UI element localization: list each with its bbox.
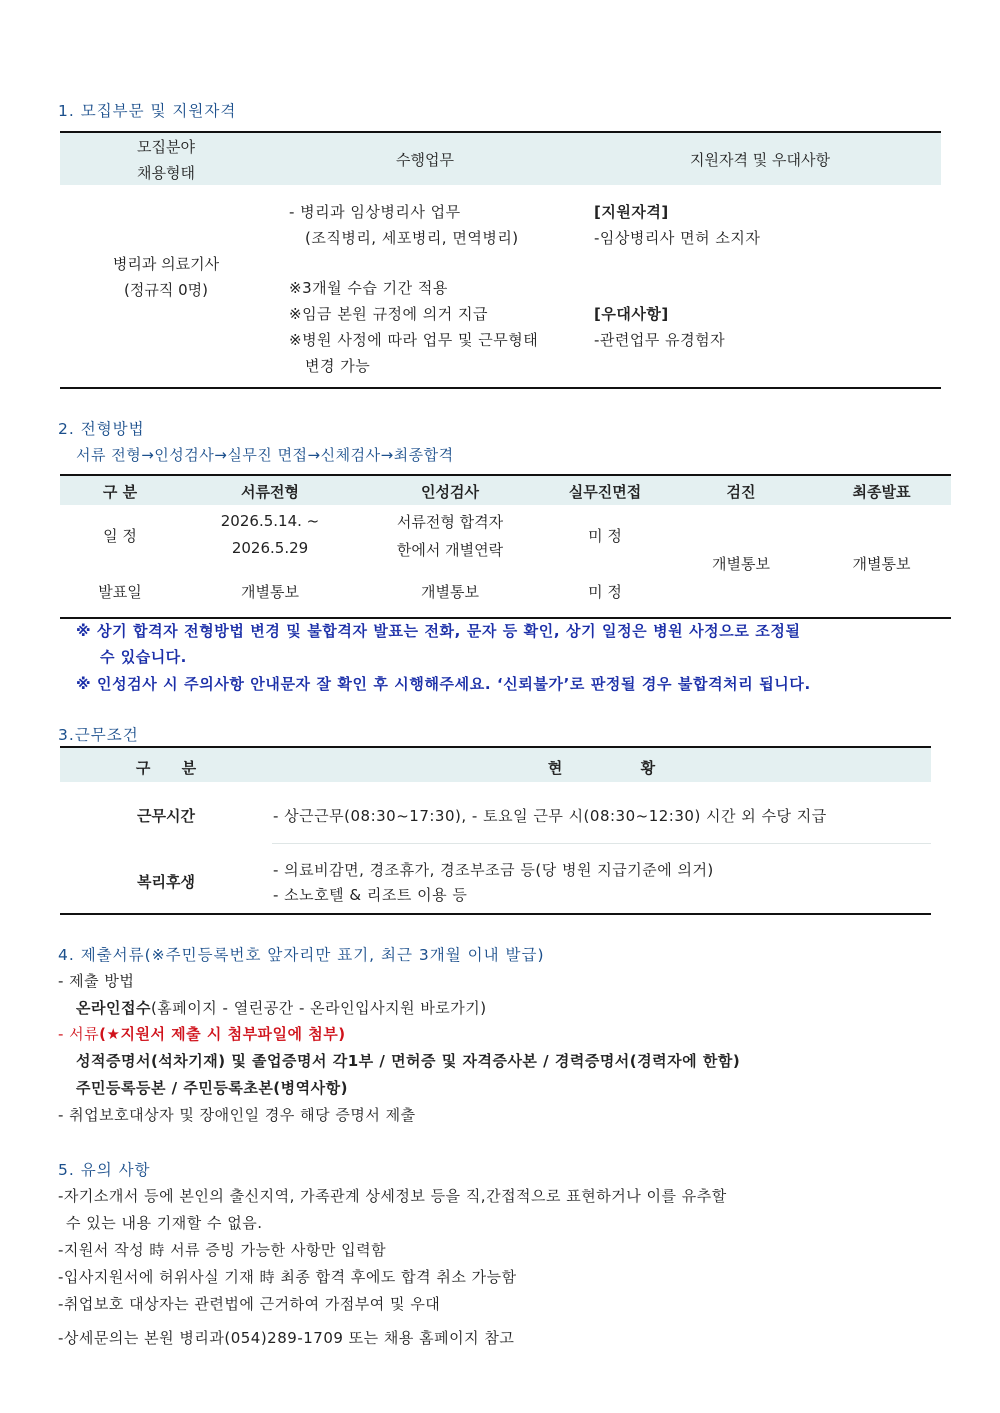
caution-line-1: -자기소개서 등에 본인의 출신지역, 가족관계 상세정보 등을 직,간접적으로 표현하거나 이를 유추할 — [58, 1187, 727, 1205]
schedule-document-line1: 2026.5.14. ~ — [220, 512, 320, 530]
benefits-line1: - 의료비감면, 경조휴가, 경조부조금 등(당 병원 지급기준에 의거) — [273, 861, 714, 879]
duty-line-2: (조직병리, 세포병리, 면역병리) — [305, 229, 519, 247]
preference-item: -관련업무 유경험자 — [594, 331, 726, 349]
duty-line-3: ※3개월 수습 기간 적용 — [289, 279, 448, 297]
table3-header-category: 구 분 — [135, 759, 197, 777]
documents-attach-note: (★지원서 제출 시 첨부파일에 첨부) — [99, 1025, 346, 1043]
documents-label: - 서류 — [58, 1025, 100, 1043]
section-1-title: 1. 모집부문 및 지원자격 — [58, 102, 237, 120]
table1-bottom-rule — [60, 387, 941, 389]
section-3-title: 3.근무조건 — [58, 726, 139, 744]
announce-interview: 미 정 — [588, 583, 622, 601]
selection-flow: 서류 전형→인성검사→실무진 면접→신체검사→최종합격 — [76, 446, 454, 464]
notice-1-line2: 수 있습니다. — [100, 648, 187, 666]
online-apply-bold: 온라인접수 — [76, 999, 151, 1017]
table2-bottom-rule — [60, 617, 951, 619]
table2-header-aptitude: 인성검사 — [421, 483, 479, 501]
table1-position-line1: 병리과 의료기사 — [112, 255, 220, 273]
documents-list-3: - 취업보호대상자 및 장애인일 경우 해당 증명서 제출 — [58, 1106, 416, 1124]
section-5-title: 5. 유의 사항 — [58, 1161, 151, 1179]
final-notice: 개별통보 — [852, 555, 911, 573]
table2-header-document: 서류전형 — [241, 483, 299, 501]
row-announce-label: 발표일 — [98, 583, 142, 601]
notice-1-line1: ※ 상기 합격자 전형방법 변경 및 불합격자 발표는 전화, 문자 등 확인, 상기 일정은 병원 사정으로 조정될 — [76, 622, 801, 640]
schedule-interview: 미 정 — [588, 527, 622, 545]
online-apply-path: (홈페이지 - 열린공간 - 온라인입사지원 바로가기) — [150, 999, 487, 1017]
work-hours-text: - 상근근무(08:30~17:30), - 토요일 근무 시(08:30~12:30) 시간 외 수당 지급 — [273, 807, 827, 825]
documents-list-2: 주민등록등본 / 주민등록초본(병역사항) — [76, 1079, 348, 1097]
online-apply-line — [76, 997, 487, 1018]
qualification-item: -임상병리사 면허 소지자 — [594, 229, 761, 247]
section-4-title: 4. 제출서류(※주민등록번호 앞자리만 표기, 최근 3개월 이내 발급) — [58, 946, 545, 964]
table1-header-col1-line1: 모집분야 — [137, 138, 195, 156]
caution-line-6: -상세문의는 본원 병리과(054)289-1709 또는 채용 홈페이지 참고 — [58, 1329, 515, 1347]
notice-2: ※ 인성검사 시 주의사항 안내문자 잘 확인 후 시행해주세요. ‘신뢰불가’로 판정될 경우 불합격처리 됩니다. — [76, 675, 811, 693]
checkup-notice: 개별통보 — [712, 555, 770, 573]
table1-header-col1-line2: 채용형태 — [137, 164, 195, 182]
schedule-aptitude-line2: 한에서 개별연락 — [396, 541, 504, 559]
announce-document: 개별통보 — [241, 583, 299, 601]
table3-row-divider — [272, 843, 931, 844]
table2-header-checkup: 검진 — [726, 483, 756, 501]
section-2-title: 2. 전형방법 — [58, 420, 145, 438]
caution-line-4: -입사지원서에 허위사실 기재 時 최종 합격 후에도 합격 취소 가능함 — [58, 1268, 517, 1286]
table2-header-final: 최종발표 — [852, 483, 911, 501]
table3-header-status: 현 황 — [547, 759, 656, 777]
row-schedule-label: 일 정 — [103, 527, 137, 545]
caution-line-5: -취업보호 대상자는 관련법에 근거하여 가점부여 및 우대 — [58, 1295, 441, 1313]
preference-title: [우대사항] — [594, 305, 669, 323]
table2-header-interview: 실무진면접 — [568, 483, 642, 501]
schedule-document-line2: 2026.5.29 — [231, 539, 309, 557]
duty-line-5: ※병원 사정에 따라 업무 및 근무형태 — [289, 331, 539, 349]
table3-bottom-rule — [60, 913, 931, 915]
duty-line-4: ※임금 본원 규정에 의거 지급 — [289, 305, 489, 323]
benefits-label: 복리후생 — [137, 873, 195, 891]
table2-header-category: 구 분 — [102, 483, 138, 501]
documents-list-1: 성적증명서(석차기재) 및 졸업증명서 각1부 / 면허증 및 자격증사본 / 경력증명서(경력자에 한함) — [76, 1052, 741, 1070]
duty-line-6: 변경 가능 — [305, 357, 371, 375]
qualification-title: [지원자격] — [594, 203, 669, 221]
submit-method-label: - 제출 방법 — [58, 972, 135, 990]
caution-line-3: -지원서 작성 時 서류 증빙 가능한 사항만 입력함 — [58, 1241, 387, 1259]
benefits-line2: - 소노호텔 & 리조트 이용 등 — [273, 886, 468, 904]
table1-position-line2: (정규직 0명) — [124, 281, 208, 299]
announce-aptitude: 개별통보 — [421, 583, 479, 601]
documents-line — [58, 1023, 346, 1044]
caution-line-2: 수 있는 내용 기재할 수 없음. — [66, 1214, 263, 1232]
schedule-aptitude-line1: 서류전형 합격자 — [396, 513, 504, 531]
duty-line-1: - 병리과 임상병리사 업무 — [289, 203, 461, 221]
work-hours-label: 근무시간 — [137, 807, 195, 825]
table1-header-col2: 수행업무 — [396, 151, 454, 169]
table1-header-col3: 지원자격 및 우대사항 — [690, 151, 830, 169]
